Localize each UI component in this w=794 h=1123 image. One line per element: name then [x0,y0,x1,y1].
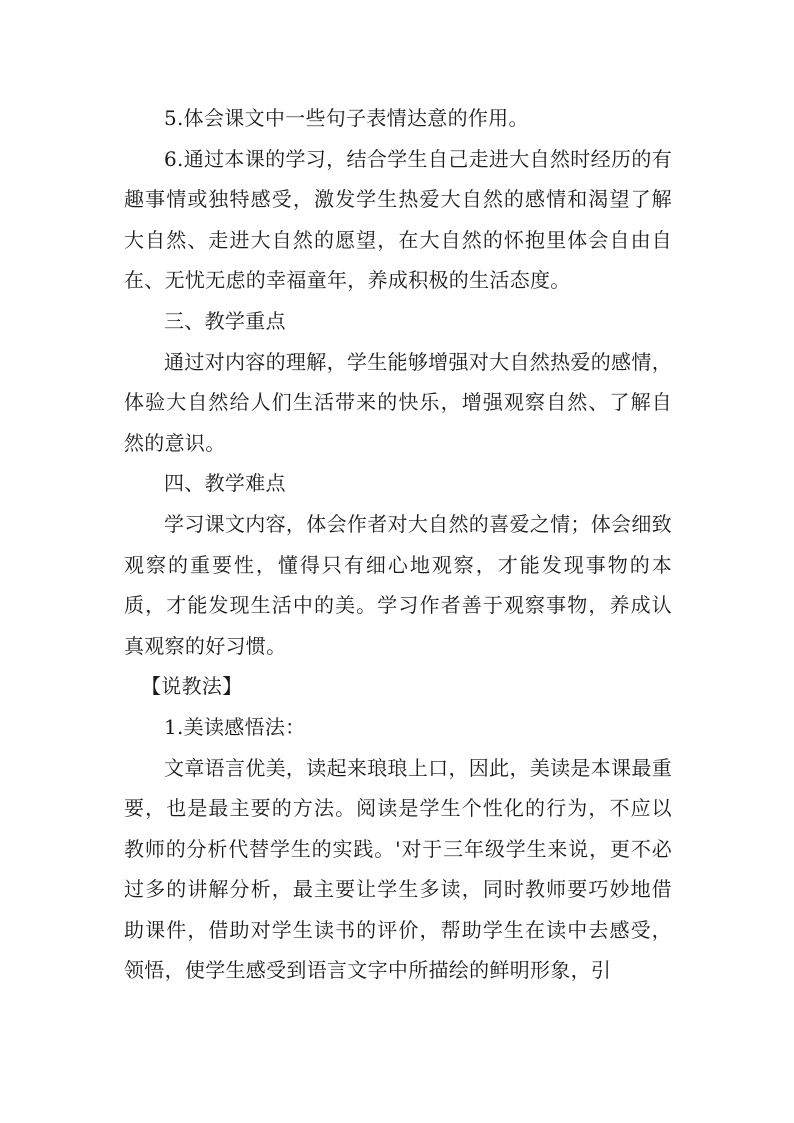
teaching-focus-heading: 三、教学重点 [164,308,286,333]
teaching-focus-paragraph: 通过对内容的理解，学生能够增强对大自然热爱的感情，体验大自然给人们生活带来的快乐，增强观察自然、了解自然的意识。 [124,349,672,455]
objective-6-paragraph: 6.通过本课的学习，结合学生自己走进大自然时经历的有趣事情或独特感受，激发学生热爱大自然的感情和渴望了解大自然、走进大自然的愿望，在大自然的怀抱里体会自由自在、无忧无虑的幸福童年，养成积极的生活态度。 [124,146,672,293]
teaching-difficulty-paragraph: 学习课文内容，体会作者对大自然的喜爱之情；体会细致观察的重要性，懂得只有细心地观察，才能发现事物的本质，才能发现生活中的美。学习作者善于观察事物，养成认真观察的好习惯。 [124,511,672,658]
objective-5-paragraph: 5.体会课文中一些句子表情达意的作用。 [164,106,529,130]
method-1-title: 1.美读感悟法： [164,714,306,739]
method-1-paragraph: 文章语言优美，读起来琅琅上口，因此，美读是本课最重要，也是最主要的方法。阅读是学生个性化的行为，不应以教师的分析代替学生的实践。'对于三年级学生来说，更不必过多的讲解分析，最主要让学生多读，同时教师要巧妙地借助课件，借助对学生读书的评价，帮助学生在读中去感受，领悟，使学生感受到语言文字中所描绘的鲜明形象，引 [124,755,672,983]
document-page [124,98,672,991]
teaching-method-heading: 【说教法】 [141,674,243,699]
teaching-difficulty-heading: 四、教学难点 [164,471,286,496]
